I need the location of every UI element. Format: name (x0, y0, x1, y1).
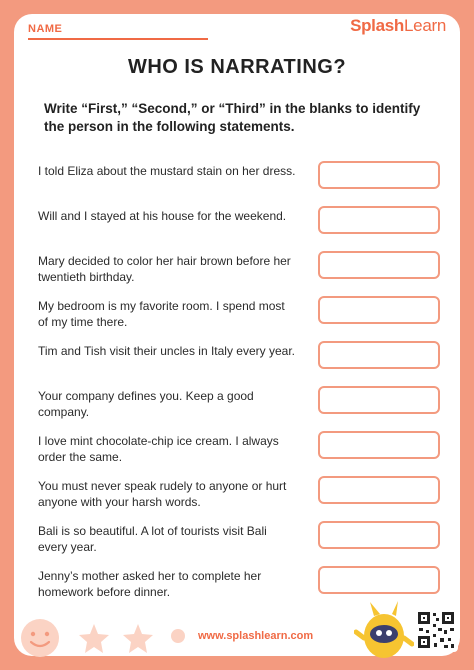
answer-box[interactable] (318, 341, 440, 369)
answer-box[interactable] (318, 476, 440, 504)
question-text: Bali is so beautiful. A lot of tourists visit Bali every year. (38, 524, 267, 554)
question-text: I love mint chocolate-chip ice cream. I always order the same. (38, 434, 279, 464)
question-row (38, 251, 448, 291)
question-text: Mary decided to color her hair brown before her twentieth birthday. (38, 254, 291, 284)
smiley-icon (21, 619, 59, 657)
qr-code-icon[interactable] (414, 608, 458, 652)
answer-box[interactable] (318, 296, 440, 324)
page-title: WHO IS NARRATING? (127, 56, 347, 78)
name-label: NAME (28, 23, 63, 35)
splashlearn-logo (350, 16, 446, 36)
mascot-icon (354, 598, 414, 660)
question-row (38, 431, 448, 471)
question-row (38, 476, 448, 516)
answer-box[interactable] (318, 251, 440, 279)
answer-box[interactable] (318, 386, 440, 414)
name-underline[interactable] (28, 38, 208, 40)
dot-icon (171, 629, 185, 643)
worksheet-page (14, 14, 460, 656)
answer-box[interactable] (318, 566, 440, 594)
question-text: Your company defines you. Keep a good company. (38, 389, 254, 419)
answer-box[interactable] (318, 431, 440, 459)
question-row (38, 521, 448, 561)
question-row (38, 386, 448, 426)
answer-box[interactable] (318, 206, 440, 234)
question-text: Jenny’s mother asked her to complete her homework before dinner. (38, 569, 262, 599)
star-icon (79, 624, 109, 653)
question-row (38, 206, 448, 246)
answer-box[interactable] (318, 161, 440, 189)
logo-learn: Learn (404, 16, 446, 35)
question-text: Will and I stayed at his house for the weekend. (38, 209, 287, 223)
question-row (38, 341, 448, 381)
question-text: Tim and Tish visit their uncles in Italy every year. (38, 344, 295, 358)
question-text: I told Eliza about the mustard stain on her dress. (38, 164, 296, 178)
star-icon (123, 624, 153, 653)
footer-url[interactable]: www.splashlearn.com (198, 630, 314, 642)
question-row (38, 296, 448, 336)
decoration-shapes (12, 612, 192, 662)
question-text: My bedroom is my favorite room. I spend most of my time there. (38, 299, 285, 329)
question-text: You must never speak rudely to anyone or hurt anyone with your harsh words. (38, 479, 287, 509)
instructions: Write “First,” “Second,” or “Third” in the blanks to identify the person in the following statements. (44, 101, 421, 134)
logo-splash: Splash (350, 16, 405, 35)
answer-box[interactable] (318, 521, 440, 549)
question-row (38, 161, 448, 201)
